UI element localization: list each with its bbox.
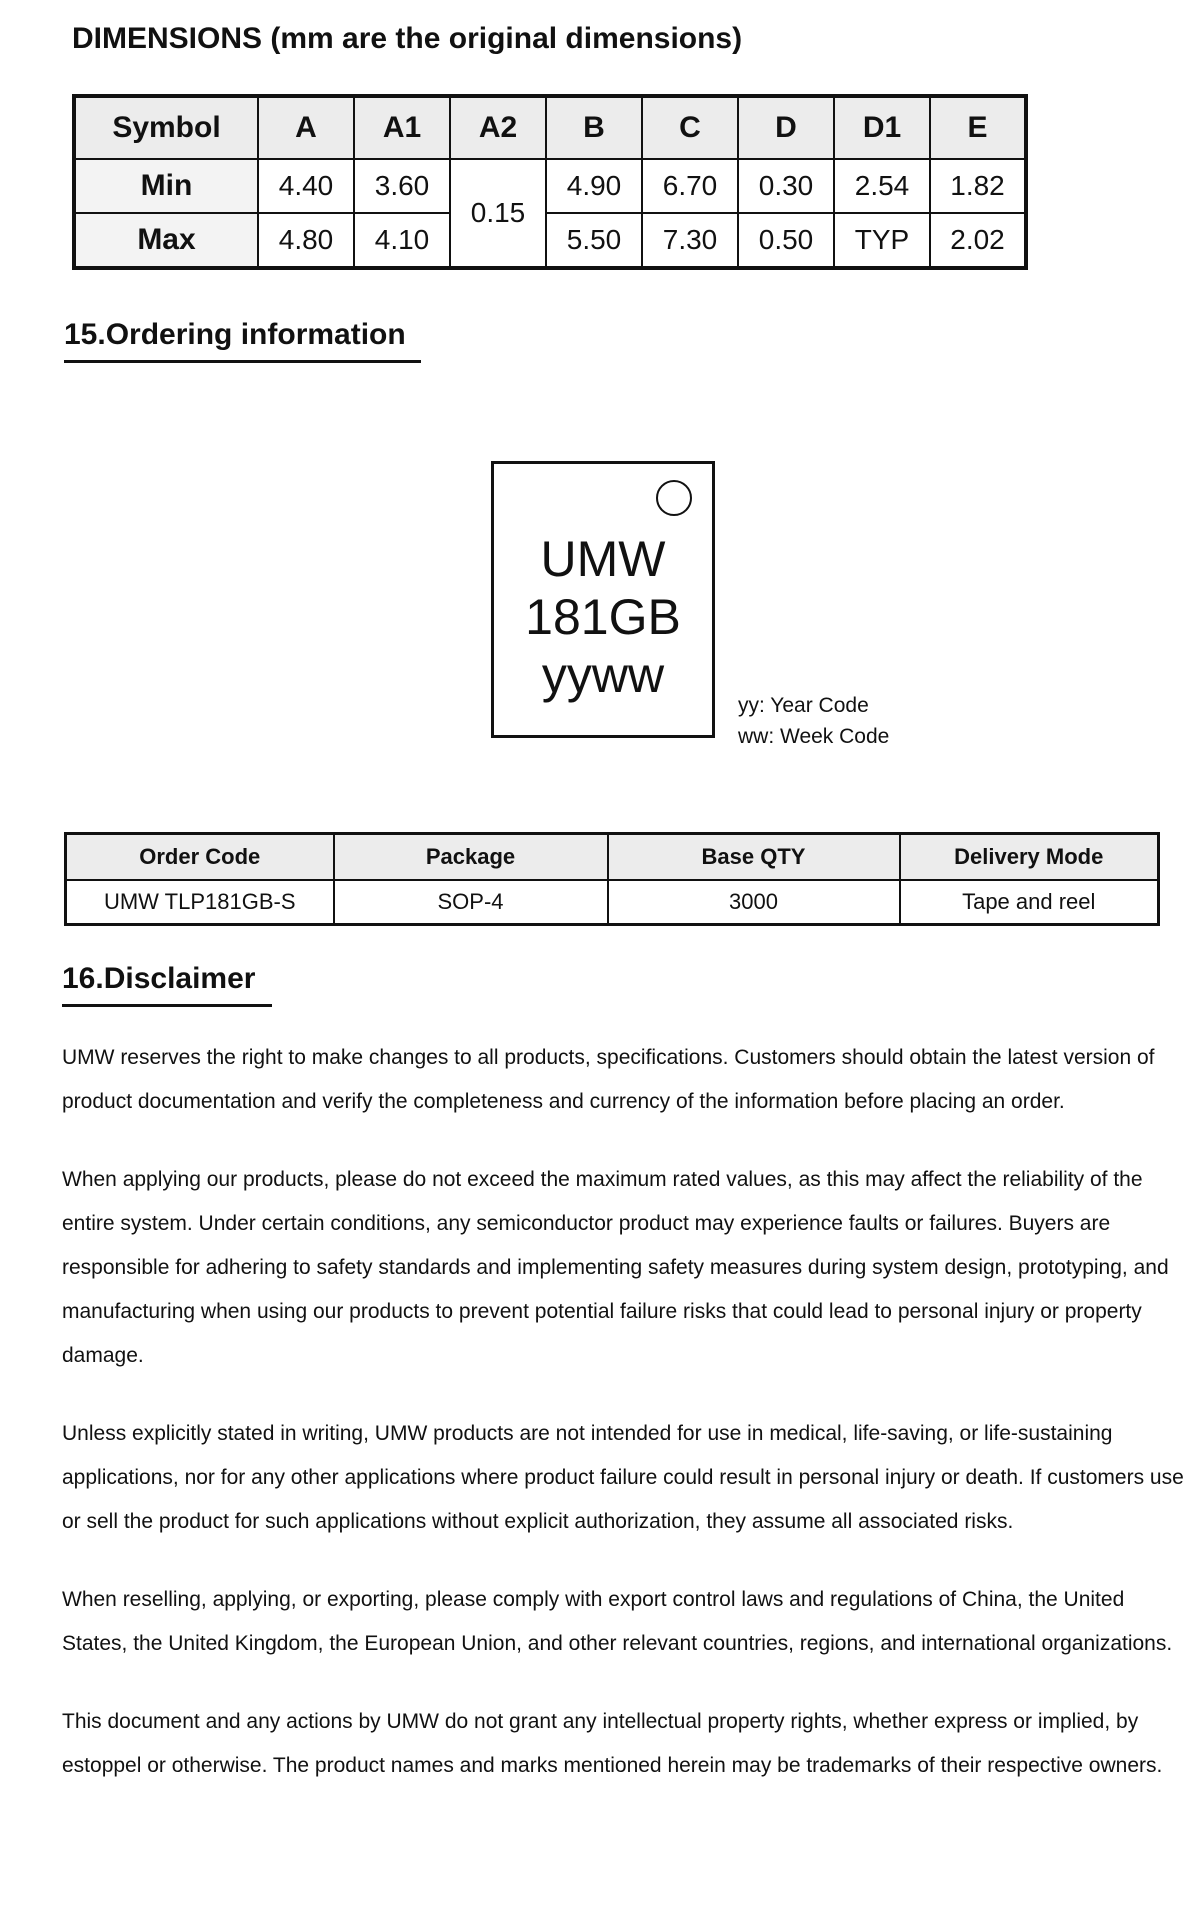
ordering-heading: 15.Ordering information (64, 318, 421, 363)
delivery-mode-cell: Tape and reel (900, 880, 1159, 925)
ordering-header-row (66, 834, 1159, 881)
marking-line-3: yyww (541, 647, 665, 703)
header-d: D (738, 96, 834, 159)
dimensions-header-row (74, 96, 1026, 159)
dimensions-max-row (74, 213, 1026, 268)
d1-min: 2.54 (834, 159, 930, 213)
marking-line-2: 181GB (525, 589, 681, 645)
dimensions-table (72, 94, 1028, 270)
header-base-qty: Base QTY (608, 834, 900, 881)
ordering-table (64, 832, 1160, 926)
a-min: 4.40 (258, 159, 354, 213)
marking-line-1: UMW (540, 531, 666, 587)
dimensions-min-row (74, 159, 1026, 213)
week-code-legend: ww: Week Code (738, 725, 890, 748)
b-min: 4.90 (546, 159, 642, 213)
a-max: 4.80 (258, 213, 354, 268)
table-row (66, 880, 1159, 925)
header-c: C (642, 96, 738, 159)
package-cell: SOP-4 (334, 880, 608, 925)
header-a1: A1 (354, 96, 450, 159)
dimensions-heading: DIMENSIONS (mm are the original dimensions) (72, 22, 743, 55)
header-e: E (930, 96, 1026, 159)
header-order-code: Order Code (66, 834, 334, 881)
header-a: A (258, 96, 354, 159)
header-symbol: Symbol (74, 96, 258, 159)
e-max: 2.02 (930, 213, 1026, 268)
disclaimer-paragraph-5: This document and any actions by UMW do not grant any intellectual property rights, whether express or implied, by estoppel or otherwise. The product names and marks mentioned herein may be trademarks of their respective owners. (62, 1710, 1163, 1777)
base-qty-cell: 3000 (608, 880, 900, 925)
header-d1: D1 (834, 96, 930, 159)
d-min: 0.30 (738, 159, 834, 213)
c-min: 6.70 (642, 159, 738, 213)
disclaimer-paragraph-4: When reselling, applying, or exporting, please comply with export control laws and regulations of China, the United States, the United Kingdom, the European Union, and other relevant countries, regions, and international organizations. (62, 1588, 1173, 1655)
d-max: 0.50 (738, 213, 834, 268)
disclaimer-body (62, 1036, 1192, 1822)
a2-value: 0.15 (450, 159, 546, 268)
header-a2: A2 (450, 96, 546, 159)
c-max: 7.30 (642, 213, 738, 268)
d1-max: TYP (834, 213, 930, 268)
year-code-legend: yy: Year Code (738, 694, 869, 717)
a1-min: 3.60 (354, 159, 450, 213)
marking-text (494, 530, 712, 704)
disclaimer-heading: 16.Disclaimer (62, 962, 272, 1007)
b-max: 5.50 (546, 213, 642, 268)
disclaimer-paragraph-2: When applying our products, please do not exceed the maximum rated values, as this may affect the reliability of the entire system. Under certain conditions, any semiconductor product may experience faults or failures. Buyers are responsible for adhering to safety standards and implementing safety measures during system design, prototyping, and manufacturing when using our products to prevent potential failure risks that could lead to personal injury or property damage. (62, 1168, 1169, 1367)
order-code-cell: UMW TLP181GB-S (66, 880, 334, 925)
a1-max: 4.10 (354, 213, 450, 268)
max-label: Max (74, 213, 258, 268)
header-b: B (546, 96, 642, 159)
e-min: 1.82 (930, 159, 1026, 213)
pin1-circle-icon (656, 480, 692, 516)
disclaimer-paragraph-1: UMW reserves the right to make changes to all products, specifications. Customers should obtain the latest version of product documentation and verify the completeness and currency of the information before placing an order. (62, 1046, 1155, 1113)
header-delivery-mode: Delivery Mode (900, 834, 1159, 881)
marking-legend (738, 690, 889, 752)
package-marking-diagram (491, 461, 715, 738)
disclaimer-paragraph-3: Unless explicitly stated in writing, UMW products are not intended for use in medical, life-saving, or life-sustaining applications, nor for any other applications where product failure could result in personal injury or death. If customers use or sell the product for such applications without explicit authorization, they assume all associated risks. (62, 1422, 1184, 1533)
min-label: Min (74, 159, 258, 213)
header-package: Package (334, 834, 608, 881)
